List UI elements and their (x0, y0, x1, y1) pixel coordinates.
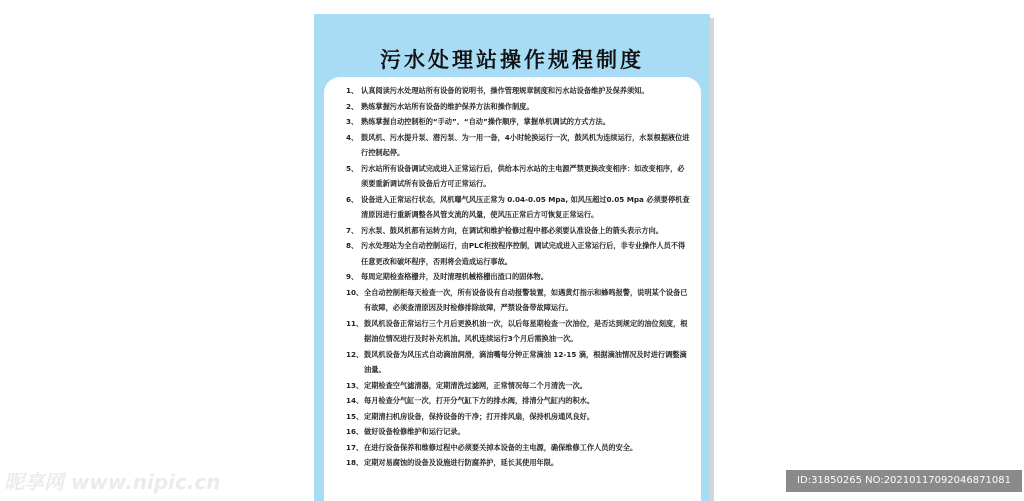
rule-number: 1、 (346, 86, 359, 95)
rule-number: 17、 (346, 442, 364, 452)
rule-item (346, 269, 691, 285)
rule-text: 全自动控制柜每天检查一次，所有设备设有自动报警装置，如遇黄灯指示和蜂鸣报警，说明某个设备已有故障，必须查清原因及时检修排除故障，严禁设备带故障运行。 (364, 287, 688, 312)
rule-text: 定期清扫机房设备，保持设备的干净；打开排风扇，保持机房通风良好。 (364, 411, 595, 421)
rule-number: 5、 (346, 163, 359, 173)
rule-number: 18、 (346, 458, 364, 467)
rule-item (346, 440, 691, 456)
rule-item (346, 114, 691, 130)
rule-text: 每周定期检查格栅井，及时清理机械格栅出渣口的固体物。 (361, 272, 548, 281)
rule-item (346, 130, 691, 161)
poster-title: 污水处理站操作规程制度 (380, 48, 644, 72)
rule-text: 熟练掌握自动控制柜的“手动”、“自动”操作顺序，掌握单机调试的方式方法。 (361, 117, 610, 126)
rules-list (346, 83, 691, 471)
rule-item (346, 99, 691, 115)
rule-text: 做好设备检修维护和运行记录。 (364, 427, 465, 436)
rule-text: 认真阅读污水处理站所有设备的说明书，操作管理规章制度和污水站设备维护及保养须知。 (361, 86, 649, 95)
rule-number: 6、 (346, 194, 359, 204)
rule-text: 定期对易腐蚀的设备及设施进行防腐养护，延长其使用年限。 (364, 458, 559, 467)
rule-number: 2、 (346, 101, 359, 111)
rule-number: 3、 (346, 117, 359, 126)
rule-item (346, 347, 691, 378)
rule-text: 鼓风机设备为风压式自动滴油润滑，滴油嘴每分钟正常滴油 12-15 滴，根据滴油情况及时进行调整滴油量。 (364, 349, 687, 374)
rule-item (346, 316, 691, 347)
rule-number: 12、 (346, 349, 364, 359)
rule-item (346, 223, 691, 239)
rule-number: 8、 (346, 241, 359, 250)
rule-item (346, 409, 691, 425)
rule-item (346, 424, 691, 440)
rule-text: 熟练掌握污水站所有设备的维护保养方法和操作制度。 (361, 101, 534, 111)
rule-number: 14、 (346, 396, 364, 405)
poster (314, 14, 710, 501)
rule-text: 在进行设备保养和维修过程中必须要关掉本设备的主电源，确保维修工作人员的安全。 (364, 442, 638, 452)
rule-number: 4、 (346, 132, 359, 142)
rule-text: 定期检查空气滤清器，定期清洗过滤网，正常情况每二个月清洗一次。 (364, 380, 587, 390)
rule-text: 鼓风机设备正常运行三个月后更换机油一次，以后每星期检查一次油位，是否达到规定的油位刻度，根据油位情况进行及时补充机油。风机连续运行3个月后需换油一次。 (364, 318, 688, 343)
rule-number: 7、 (346, 225, 359, 235)
rule-text: 设备进入正常运行状态，风机曝气风压正常为 0.04-0.05 Mpa, 如风压超过0.05 Mpa 必须要停机查清原因进行重新调整各风管支流的风量，使风压正常后方可恢复正常运行。 (361, 194, 690, 219)
rule-text: 每月检查分气缸一次，打开分气缸下方的排水阀，排清分气缸内的积水。 (364, 396, 595, 405)
rule-item (346, 238, 691, 269)
rule-item (346, 285, 691, 316)
rule-item (346, 378, 691, 394)
rule-number: 15、 (346, 411, 364, 421)
rule-number: 16、 (346, 427, 364, 436)
rule-number: 10、 (346, 287, 364, 297)
rule-number: 13、 (346, 380, 364, 390)
rule-item (346, 455, 691, 471)
rule-number: 9、 (346, 272, 359, 281)
rule-text: 污水泵、鼓风机都有运转方向，在调试和维护检修过程中都必须要认准设备上的箭头表示方向。 (361, 225, 663, 235)
rule-number: 11、 (346, 318, 364, 328)
rule-item (346, 83, 691, 99)
rule-item (346, 161, 691, 192)
rule-item (346, 192, 691, 223)
rule-text: 鼓风机、污水提升泵、潜污泵、为一用一备，4小时轮换运行一次，鼓风机为连续运行，水泵根据液位进行控制起停。 (361, 132, 690, 157)
rules-panel (324, 77, 701, 501)
rule-item (346, 393, 691, 409)
image-id-bar: ID:31850265 NO:20210117092046871081 (786, 470, 1022, 492)
rule-text: 污水处理站为全自动控制运行，由PLC柜按程序控制，调试完成进入正常运行后，非专业操作人员不得任意更改和破坏程序，否则将会造成运行事故。 (361, 241, 686, 266)
site-watermark: 昵享网 www.nipic.cn (4, 470, 221, 494)
rule-text: 污水站所有设备调试完成进入正常运行后，供给本污水站的主电源严禁更换改变相序：如改变相序，必须要重新调试所有设备后方可正常运行。 (361, 163, 685, 188)
